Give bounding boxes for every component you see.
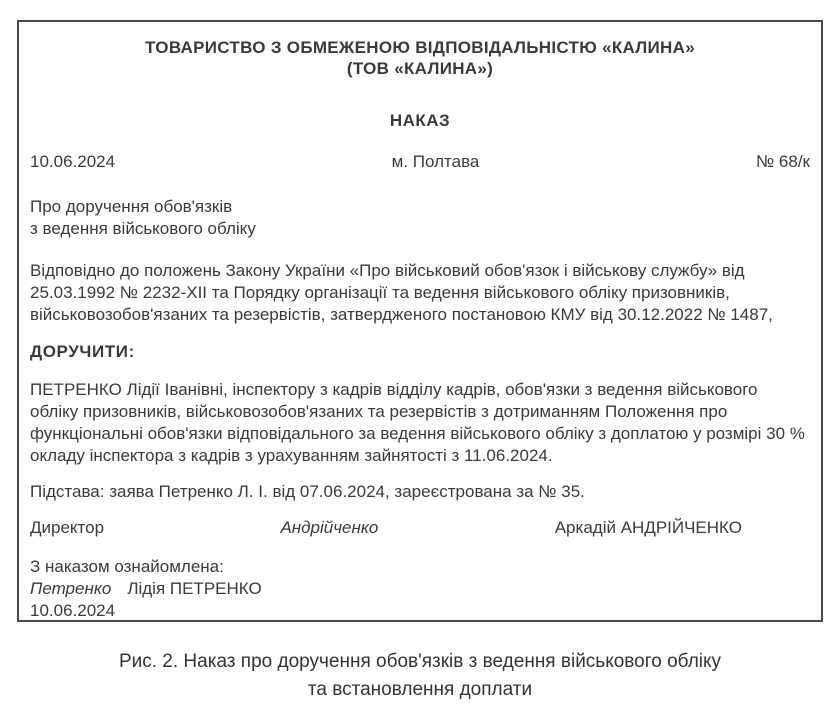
basis-paragraph: Підстава: заява Петренко Л. І. від 07.06.2024, зареєстрована за № 35. (30, 482, 585, 501)
signature-autograph: Андрійченко (280, 518, 379, 537)
subject-line-2: з ведення військового обліку (30, 219, 256, 238)
figure-caption (0, 648, 840, 704)
order-place: м. Полтава (391, 152, 480, 171)
acknowledgement-autograph: Петренко (30, 579, 112, 598)
signature-fullname: Аркадій АНДРІЙЧЕНКО (554, 518, 742, 537)
subject-line-1: Про доручення обов'язків (30, 197, 233, 216)
signature-position: Директор (30, 518, 105, 537)
caption-line-2: та встановлення доплати (307, 679, 533, 700)
acknowledgement-signature-line (30, 578, 810, 600)
org-name: ТОВАРИСТВО З ОБМЕЖЕНОЮ ВІДПОВІДАЛЬНІСТЮ «КАЛИНА» (145, 38, 695, 57)
directive-heading: ДОРУЧИТИ: (30, 342, 135, 361)
acknowledgement-fullname: Лідія ПЕТРЕНКО (127, 579, 262, 598)
document-type-title: НАКАЗ (389, 111, 451, 130)
acknowledgement-label: З наказом ознайомлена: (30, 557, 224, 576)
order-document (17, 20, 823, 622)
order-subject (30, 196, 810, 240)
acknowledgement-block (30, 556, 810, 622)
meta-row (30, 151, 810, 173)
order-date: 10.06.2024 (30, 152, 116, 171)
figure (0, 20, 840, 704)
acknowledgement-date: 10.06.2024 (30, 601, 116, 620)
signature-row (30, 517, 810, 539)
preamble-paragraph: Відповідно до положень Закону України «Про військовий обов'язок і військову службу» від 25.03.1992 № 2232-XII та Порядку організації та ведення військового обліку призовників, військовозобов'язаних та резервістів, затвердженого постановою КМУ від 30.12.2022 № 1487, (30, 261, 773, 324)
org-short-name: (ТОВ «КАЛИНА») (346, 59, 494, 78)
directive-paragraph: ПЕТРЕНКО Лідії Іванівні, інспектору з кадрів відділу кадрів, обов'язки з ведення військового обліку призовників, військовозобов'язаних та резервістів з дотриманням Положення про функціональні обов'язки відповідального за ведення військового обліку з доплатою у розмірі 30 % окладу інспектора з кадрів з урахуванням зайнятості з 11.06.2024. (30, 380, 805, 465)
order-number: № 68/к (755, 152, 810, 171)
caption-line-1: Рис. 2. Наказ про доручення обов'язків з ведення військового обліку (118, 651, 722, 672)
document-header (30, 37, 810, 79)
